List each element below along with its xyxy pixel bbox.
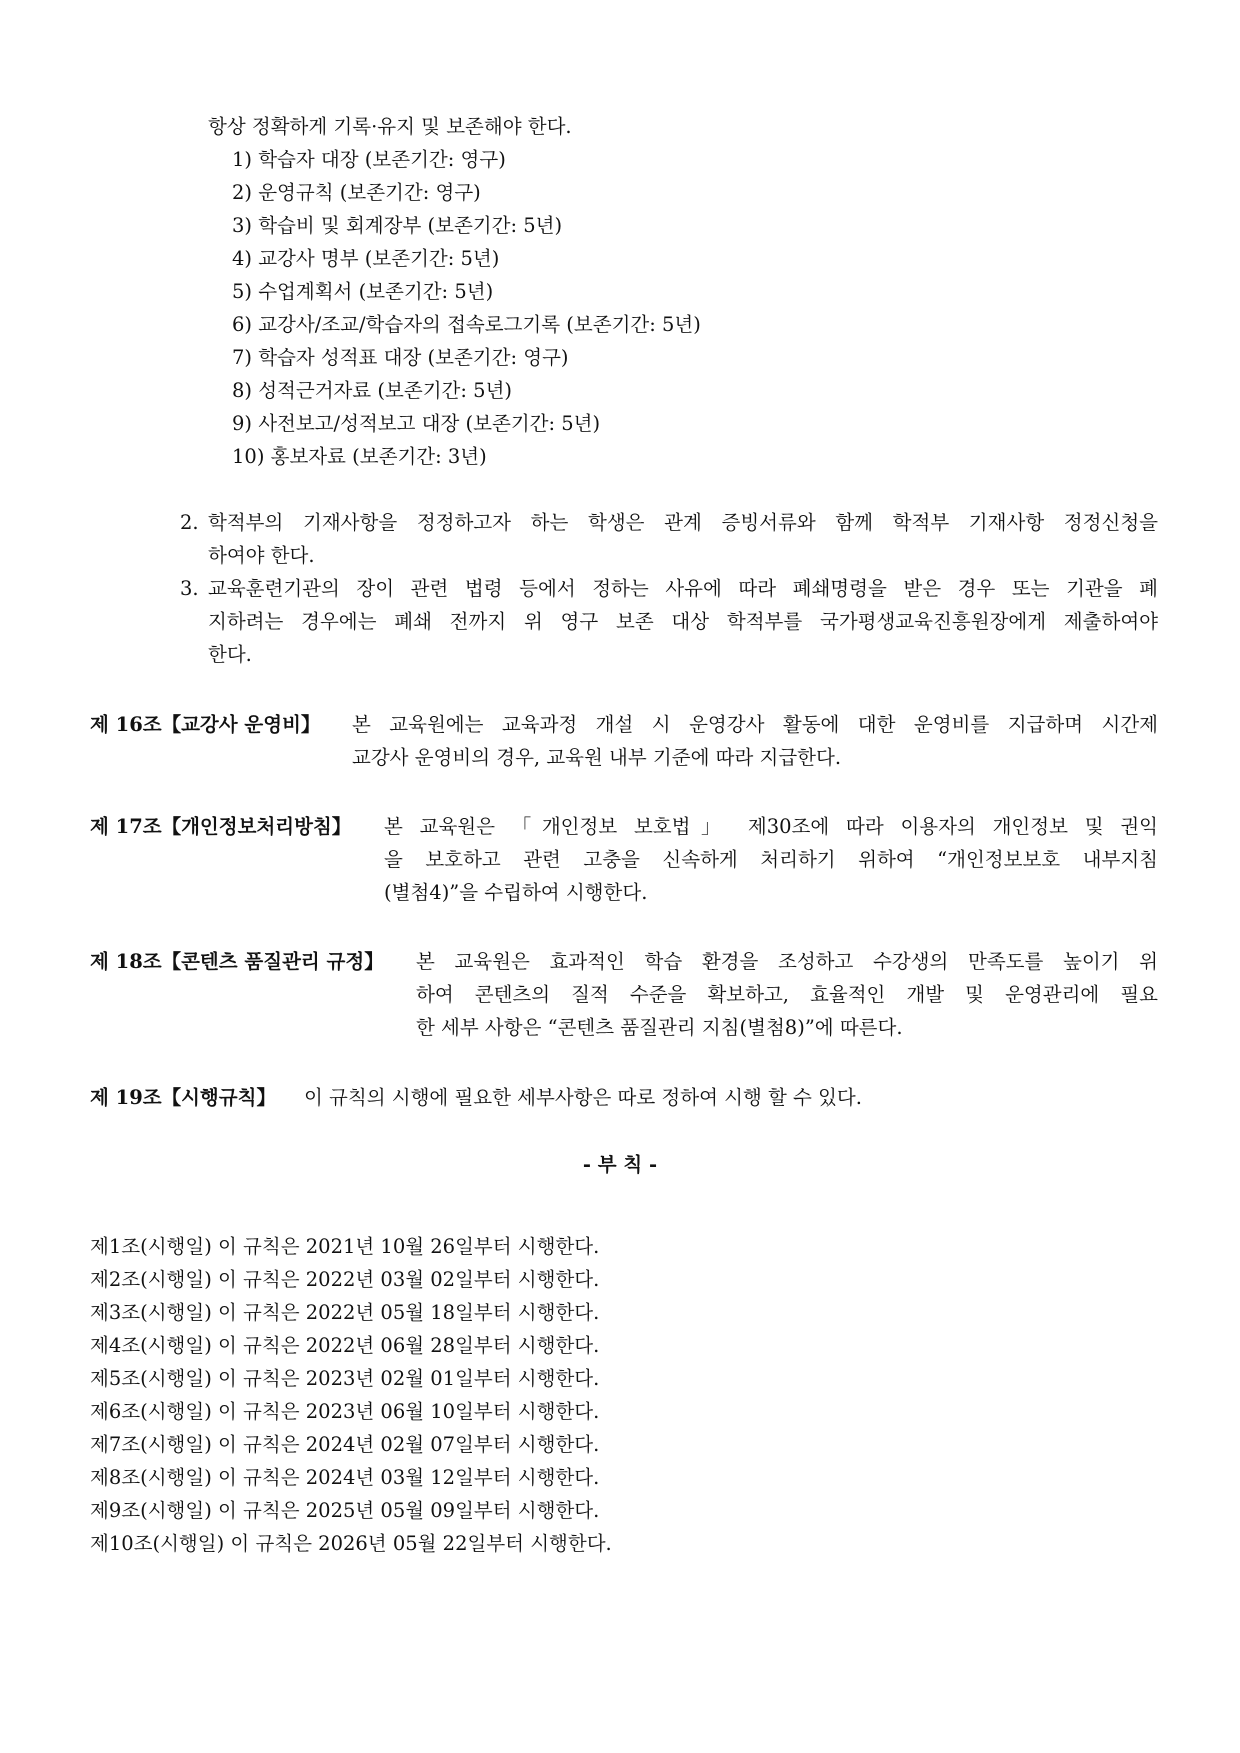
clause-line: 하여야 한다. (208, 544, 315, 567)
supplementary-item: 제1조(시행일) 이 규칙은 2021년 10월 26일부터 시행한다. (90, 1235, 600, 1258)
article-line: 교강사 운영비의 경우, 교육원 내부 기준에 따라 지급한다. (352, 746, 842, 769)
clause-number: 3. (180, 577, 199, 600)
article-heading: 제 16조【교강사 운영비】 (90, 713, 321, 736)
supplementary-item: 제3조(시행일) 이 규칙은 2022년 05월 18일부터 시행한다. (90, 1301, 600, 1324)
article-heading: 제 17조【개인정보처리방침】 (90, 815, 352, 838)
article-heading: 제 18조【콘텐츠 품질관리 규정】 (90, 950, 384, 973)
article-line: 본 교육원은 효과적인 학습 환경을 조성하고 수강생의 만족도를 높이기 위 (416, 950, 1158, 973)
retention-item: 4) 교강사 명부 (보존기간: 5년) (232, 247, 500, 270)
article-line: 본 교육원에는 교육과정 개설 시 운영강사 활동에 대한 운영비를 지급하며 시간제 (352, 713, 1158, 736)
supplementary-item: 제6조(시행일) 이 규칙은 2023년 06월 10일부터 시행한다. (90, 1400, 600, 1423)
clause-line: 교육훈련기관의 장이 관련 법령 등에서 정하는 사유에 따라 폐쇄명령을 받은 경우 또는 기관을 폐 (208, 577, 1158, 600)
retention-item: 7) 학습자 성적표 대장 (보존기간: 영구) (232, 346, 569, 369)
clause-line: 학적부의 기재사항을 정정하고자 하는 학생은 관계 증빙서류와 함께 학적부 기재사항 정정신청을 (208, 511, 1158, 534)
article-heading: 제 19조【시행규칙】 (90, 1086, 276, 1109)
retention-item: 9) 사전보고/성적보고 대장 (보존기간: 5년) (232, 412, 601, 435)
supplementary-item: 제7조(시행일) 이 규칙은 2024년 02월 07일부터 시행한다. (90, 1433, 600, 1456)
retention-item: 6) 교강사/조교/학습자의 접속로그기록 (보존기간: 5년) (232, 313, 701, 336)
supplementary-item: 제10조(시행일) 이 규칙은 2026년 05월 22일부터 시행한다. (90, 1532, 612, 1555)
article-line: (별첨4)”을 수립하여 시행한다. (384, 881, 648, 904)
supplementary-item: 제9조(시행일) 이 규칙은 2025년 05월 09일부터 시행한다. (90, 1499, 600, 1522)
retention-item: 1) 학습자 대장 (보존기간: 영구) (232, 148, 506, 171)
supplementary-title: - 부 칙 - (582, 1153, 658, 1176)
article-line: 이 규칙의 시행에 필요한 세부사항은 따로 정하여 시행 할 수 있다. (304, 1086, 862, 1109)
retention-item: 8) 성적근거자료 (보존기간: 5년) (232, 379, 513, 402)
supplementary-item: 제5조(시행일) 이 규칙은 2023년 02월 01일부터 시행한다. (90, 1367, 600, 1390)
article-line: 을 보호하고 관련 고충을 신속하게 처리하기 위하여 “개인정보보호 내부지침 (384, 848, 1158, 871)
article-line: 한 세부 사항은 “콘텐츠 품질관리 지침(별첨8)”에 따른다. (416, 1016, 903, 1039)
retention-item: 2) 운영규칙 (보존기간: 영구) (232, 181, 481, 204)
article-line: 하여 콘텐츠의 질적 수준을 확보하고, 효율적인 개발 및 운영관리에 필요 (416, 983, 1158, 1006)
clause-line: 지하려는 경우에는 폐쇄 전까지 위 영구 보존 대상 학적부를 국가평생교육진흥원장에게 제출하여야 (208, 610, 1158, 633)
supplementary-item: 제4조(시행일) 이 규칙은 2022년 06월 28일부터 시행한다. (90, 1334, 600, 1357)
intro-line: 항상 정확하게 기록·유지 및 보존해야 한다. (208, 115, 572, 138)
clause-number: 2. (180, 511, 199, 534)
supplementary-item: 제8조(시행일) 이 규칙은 2024년 03월 12일부터 시행한다. (90, 1466, 600, 1489)
retention-item: 5) 수업계획서 (보존기간: 5년) (232, 280, 494, 303)
supplementary-item: 제2조(시행일) 이 규칙은 2022년 03월 02일부터 시행한다. (90, 1268, 600, 1291)
article-line: 본 교육원은 「개인정보 보호법」 제30조에 따라 이용자의 개인정보 및 권익 (384, 815, 1158, 838)
retention-item: 10) 홍보자료 (보존기간: 3년) (232, 445, 487, 468)
clause-line: 한다. (208, 643, 252, 666)
retention-item: 3) 학습비 및 회계장부 (보존기간: 5년) (232, 214, 563, 237)
